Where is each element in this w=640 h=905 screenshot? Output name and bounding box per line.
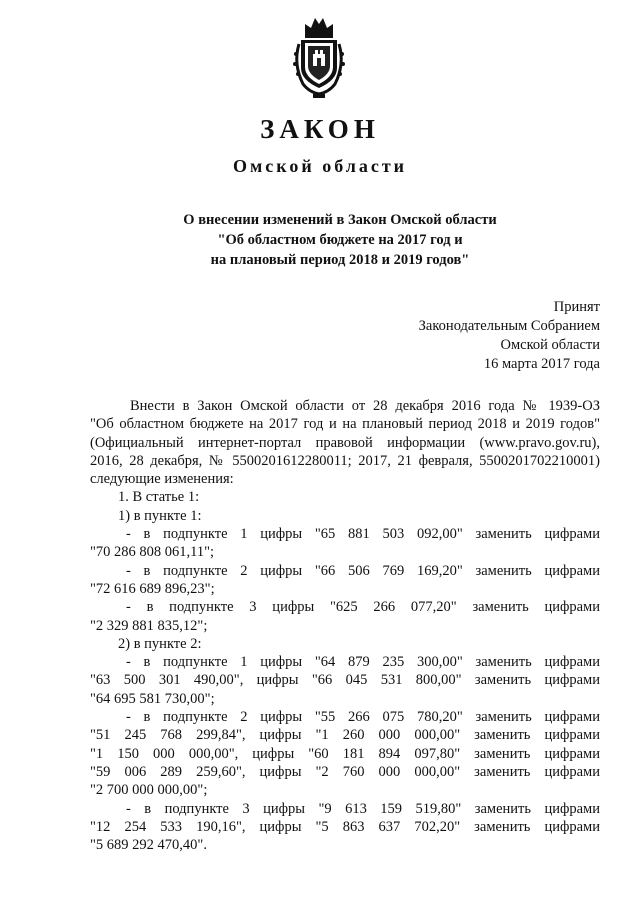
body-line: (Официальный интернет-портал правовой информации (www.pravo.gov.ru), bbox=[90, 434, 600, 451]
body-line: "59 006 289 259,60", цифры "2 760 000 000,00" заменить цифрами bbox=[90, 763, 600, 780]
law-subject bbox=[0, 210, 640, 270]
body-line: - в подпункте 3 цифры "9 613 159 519,80" заменить цифрами bbox=[126, 800, 600, 817]
body-line: "70 286 808 061,11"; bbox=[90, 544, 215, 561]
subject-line: О внесении изменений в Закон Омской области bbox=[183, 212, 497, 228]
body-line: "64 695 581 730,00"; bbox=[90, 690, 215, 707]
body-line: "12 254 533 190,16", цифры "5 863 637 702,20" заменить цифрами bbox=[90, 818, 600, 835]
region-title: Омской области bbox=[232, 156, 408, 176]
body-line: "2 329 881 835,12"; bbox=[90, 617, 208, 634]
body-line: "51 245 768 299,84", цифры "1 260 000 000,00" заменить цифрами bbox=[90, 727, 600, 744]
omsk-region-coat-of-arms-icon bbox=[291, 14, 347, 100]
subject-line: "Об областном бюджете на 2017 год и bbox=[217, 232, 463, 248]
body-line: "63 500 301 490,00", цифры "66 045 531 800,00" заменить цифрами bbox=[90, 672, 600, 689]
body-line: - в подпункте 2 цифры "66 506 769 169,20" заменить цифрами bbox=[126, 562, 600, 579]
body-line: "5 689 292 470,40". bbox=[90, 837, 207, 854]
body-line: - в подпункте 2 цифры "55 266 075 780,20" заменить цифрами bbox=[126, 709, 600, 726]
body-line: 2) в пункте 2: bbox=[118, 635, 202, 652]
law-title: ЗАКОН bbox=[260, 114, 380, 144]
adoption-line: Принят bbox=[553, 299, 600, 315]
subject-line: на плановый период 2018 и 2019 годов" bbox=[210, 252, 470, 268]
adoption-line: Законодательным Собранием bbox=[418, 318, 600, 334]
body-line: "2 700 000 000,00"; bbox=[90, 782, 208, 799]
adoption-line: 16 марта 2017 года bbox=[483, 356, 600, 372]
body-line: "Об областном бюджете на 2017 год и на плановый период 2018 и 2019 годов" bbox=[90, 416, 600, 433]
body-line: 1) в пункте 1: bbox=[118, 507, 202, 524]
body-line: Внести в Закон Омской области от 28 декабря 2016 года № 1939-ОЗ bbox=[130, 398, 600, 414]
body-line: следующие изменения: bbox=[90, 471, 234, 488]
body-line: 2016, 28 декабря, № 5500201612280011; 2017, 21 февраля, 5500201702210001) bbox=[90, 452, 600, 469]
body-line: 1. В статье 1: bbox=[118, 489, 200, 506]
law-body-text bbox=[90, 397, 600, 854]
body-line: - в подпункте 1 цифры "64 879 235 300,00" заменить цифрами bbox=[126, 654, 600, 671]
body-line: "1 150 000 000,00", цифры "60 181 894 097,80" заменить цифрами bbox=[90, 745, 600, 762]
adoption-info bbox=[419, 298, 600, 374]
adoption-line: Омской области bbox=[500, 337, 600, 353]
body-line: "72 616 689 896,23"; bbox=[90, 580, 215, 597]
body-line: - в подпункте 3 цифры "625 266 077,20" заменить цифрами bbox=[126, 599, 600, 616]
body-line: - в подпункте 1 цифры "65 881 503 092,00" заменить цифрами bbox=[126, 526, 600, 543]
